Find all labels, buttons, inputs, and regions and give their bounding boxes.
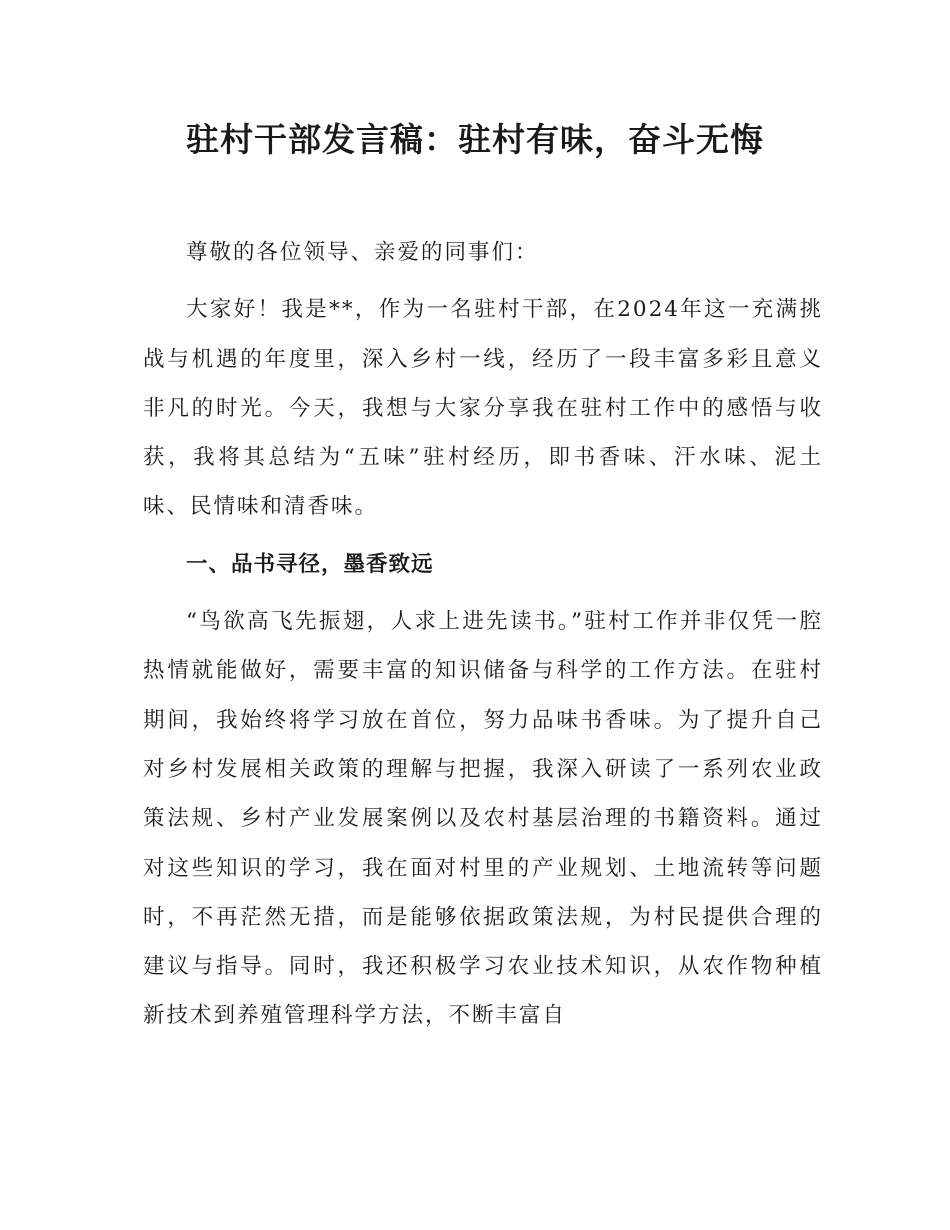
salutation: 尊敬的各位领导、亲爱的同事们：: [186, 240, 539, 265]
section-paragraph: “鸟欲高飞先振翅，人求上进先读书。”驻村工作并非仅凭一腔热情就能做好，需要丰富的知识储备与科学的工作方法。在驻村期间，我始终将学习放在首位，努力品味书香味。为了提升自己对乡村发展相关政策的理解与把握，我深入研读了一系列农业政策法规、乡村产业发展案例以及农村基层治理的书籍资料。通过对这些知识的学习，我在面对村里的产业规划、土地流转等问题时，不再茫然无措，而是能够依据政策法规，为村民提供合理的建议与指导。同时，我还积极学习农业技术知识，从农作物种植新技术到养殖管理科学方法，不断丰富自: [143, 609, 823, 1029]
intro-paragraph: 大家好！我是**，作为一名驻村干部，在2024年这一充满挑战与机遇的年度里，深入乡村一线，经历了一段丰富多彩且意义非凡的时光。今天，我想与大家分享我在驻村工作中的感悟与收获，我将其总结为“五味”驻村经历，即书香味、汗水味、泥土味、民情味和清香味。: [143, 297, 823, 520]
document-title: 驻村干部发言稿：驻村有味，奋斗无悔: [186, 120, 764, 159]
section-heading: 一、品书寻径，墨香致远: [186, 551, 434, 577]
document-body: [143, 228, 823, 1041]
